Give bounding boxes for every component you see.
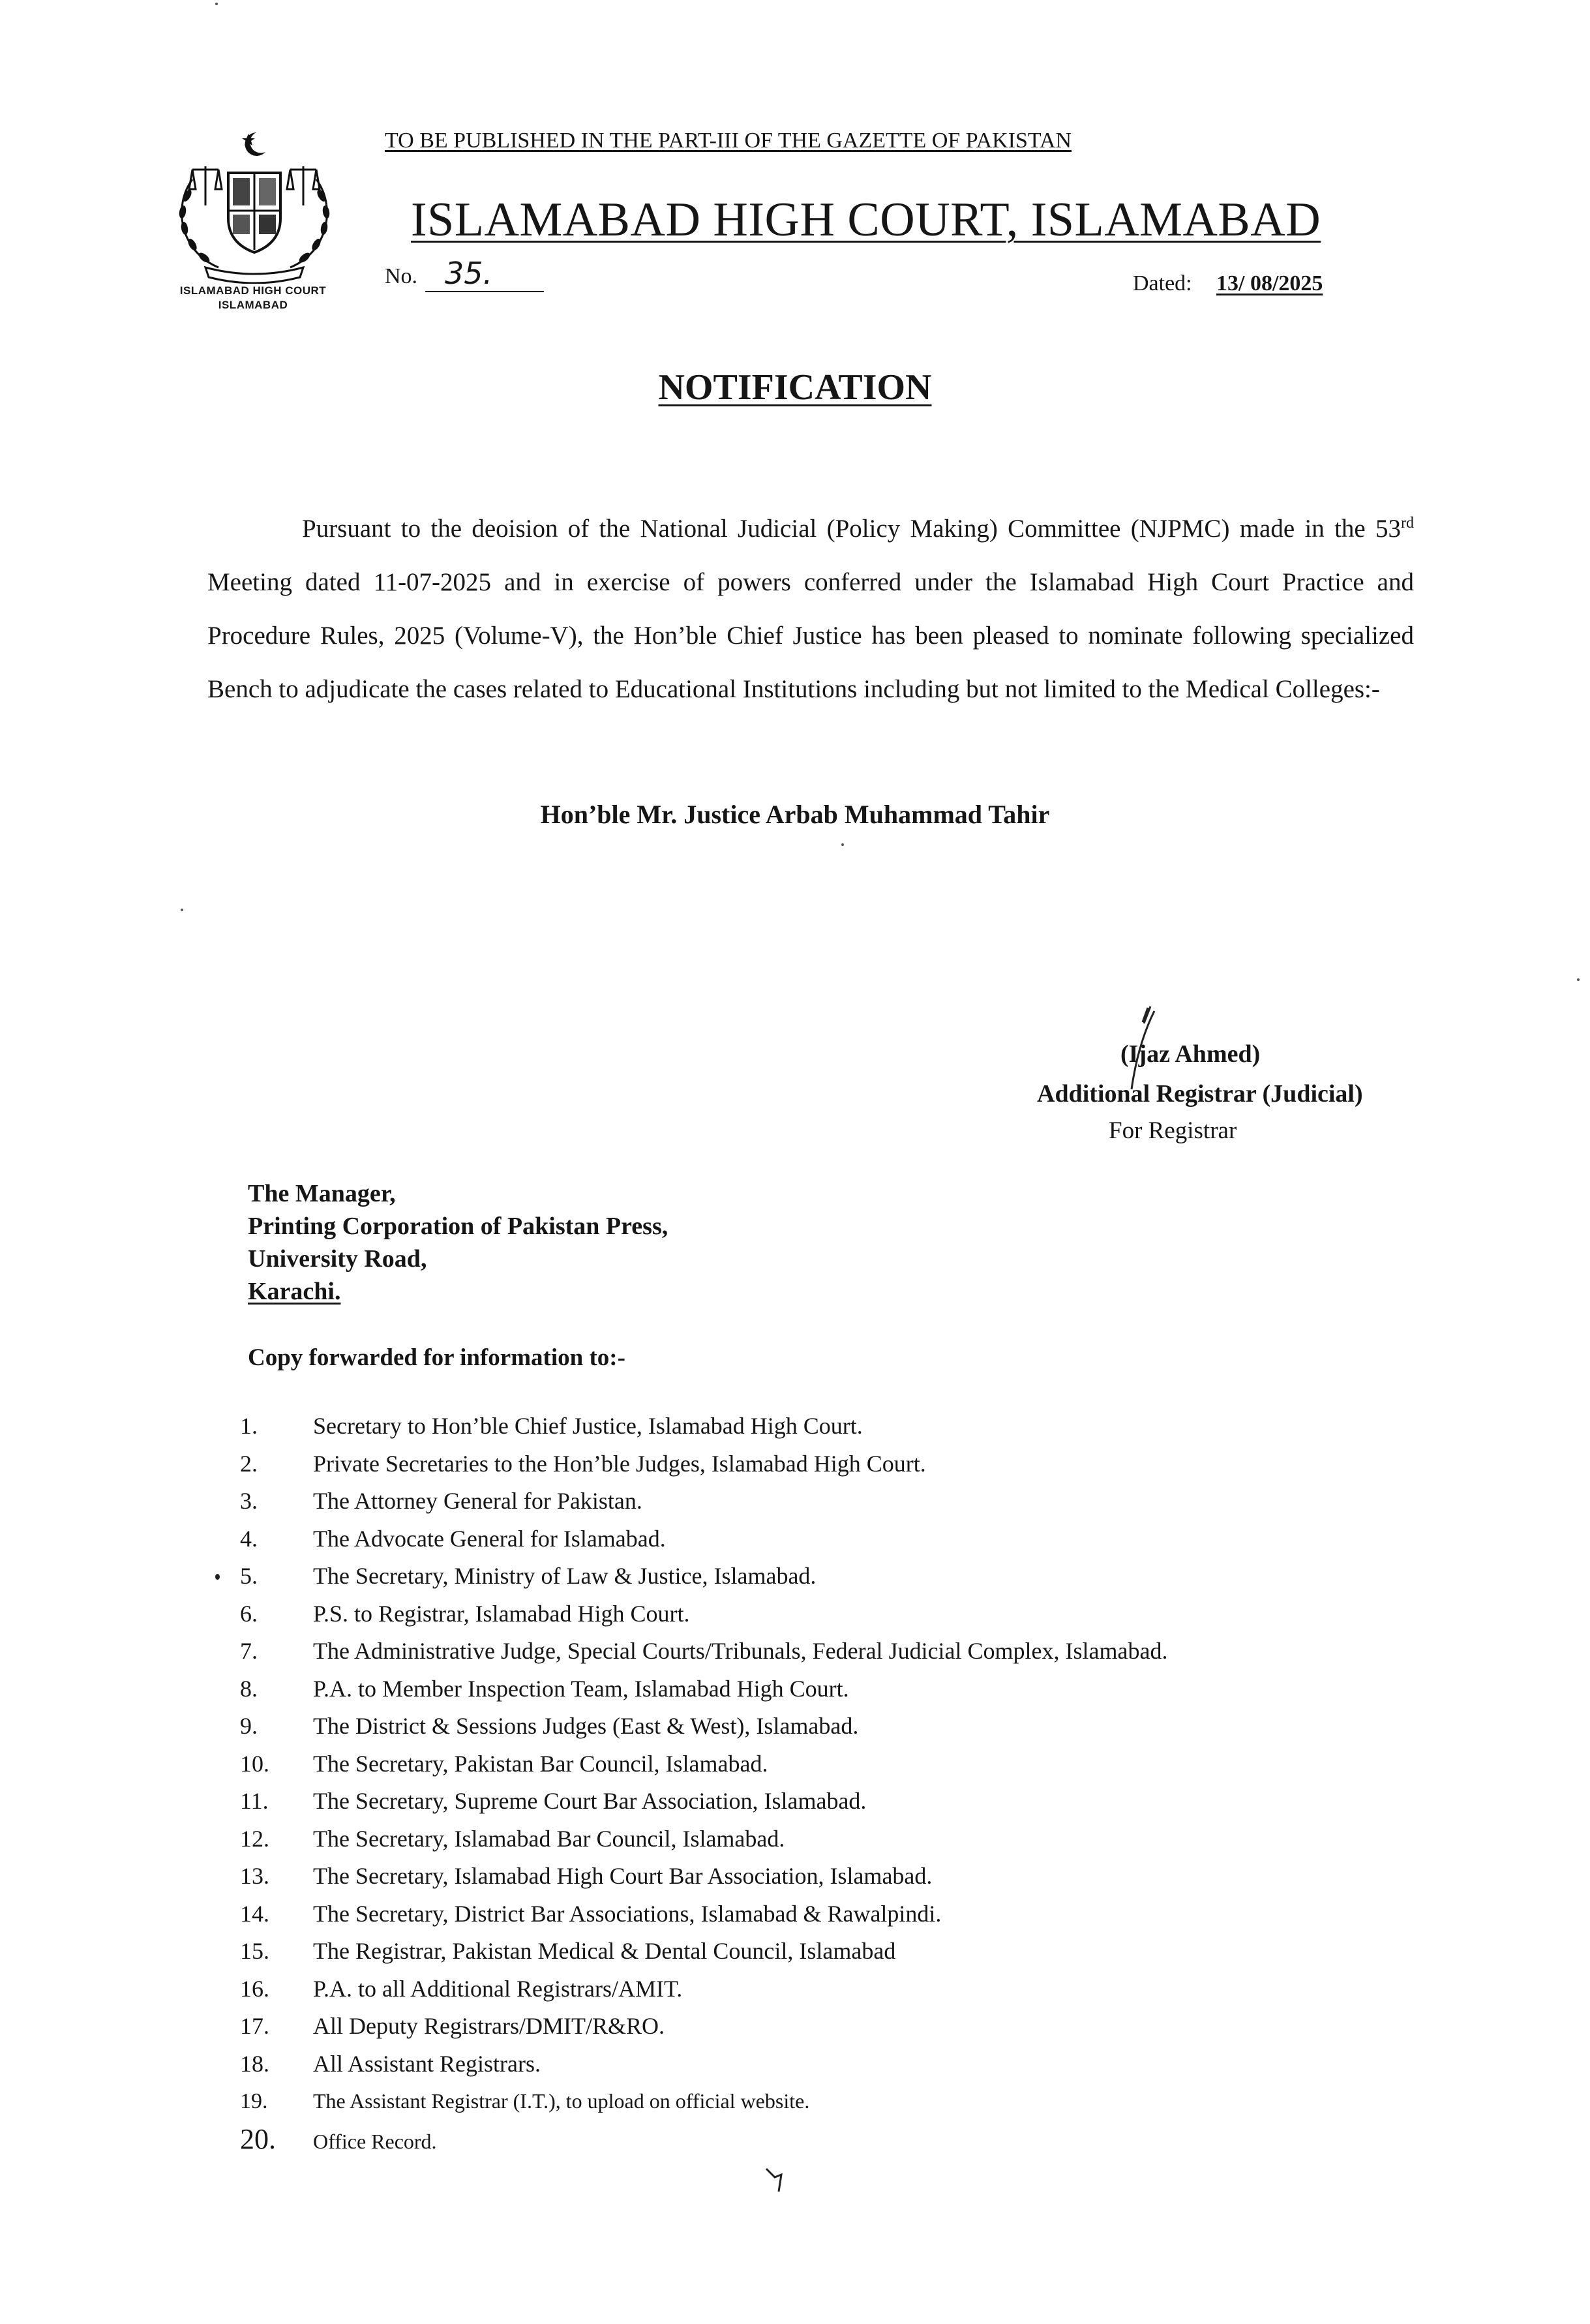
list-item-text: The Secretary, District Bar Associations, Islamabad & Rawalpindi. xyxy=(313,1900,942,1927)
list-item-number: 12. xyxy=(240,1825,269,1852)
court-title: ISLAMABAD HIGH COURT, ISLAMABAD xyxy=(411,193,1321,247)
list-item-text: The Secretary, Islamabad Bar Council, Islamabad. xyxy=(313,1825,785,1852)
list-item xyxy=(240,1745,1479,1783)
list-item-number: 18. xyxy=(240,2050,269,2077)
number-value: 35. xyxy=(425,256,544,292)
number-label: No. xyxy=(385,264,418,288)
list-item-text: The Secretary, Ministry of Law & Justice, Islamabad. xyxy=(313,1563,817,1589)
list-item-text: The Advocate General for Islamabad. xyxy=(313,1525,666,1552)
copy-forwarded-heading: Copy forwarded for information to:- xyxy=(248,1344,625,1371)
list-item-text: The Attorney General for Pakistan. xyxy=(313,1488,642,1514)
list-item-number: 8. xyxy=(240,1675,258,1702)
list-item xyxy=(240,1670,1479,1708)
list-item xyxy=(240,1783,1479,1820)
notification-body xyxy=(207,502,1414,716)
addressee-block xyxy=(248,1177,668,1308)
list-item-text: The Secretary, Pakistan Bar Council, Islamabad. xyxy=(313,1750,768,1777)
list-item xyxy=(240,1408,1479,1445)
body-text-part1: Pursuant to the deoision of the National Judicial (Policy Making) Committee (NJPMC) made in the 53 xyxy=(302,515,1401,543)
list-item-number: 10. xyxy=(240,1750,269,1777)
signatory-designation: Additional Registrar (Judicial) xyxy=(1037,1080,1363,1108)
list-item-text: The Secretary, Islamabad High Court Bar Association, Islamabad. xyxy=(313,1863,933,1889)
list-item-number: 13. xyxy=(240,1863,269,1889)
list-item-number: 17. xyxy=(240,2013,269,2039)
list-item xyxy=(240,1483,1479,1520)
list-item-text: The Administrative Judge, Special Courts/Tribunals, Federal Judicial Complex, Islamabad. xyxy=(313,1638,1168,1664)
body-ordinal-suffix: rd xyxy=(1401,515,1414,532)
list-item xyxy=(240,2008,1479,2045)
list-item xyxy=(240,1558,1479,1595)
signatory-for: For Registrar xyxy=(1109,1117,1237,1144)
scan-mark xyxy=(763,2166,789,2195)
list-item-text: All Assistant Registrars. xyxy=(313,2050,541,2077)
dated-value: 13/ 08/2025 xyxy=(1216,271,1323,295)
list-item-number: 1. xyxy=(240,1413,258,1439)
list-item-text: All Deputy Registrars/DMIT/R&RO. xyxy=(313,2013,665,2039)
addressee-city: Karachi. xyxy=(248,1278,341,1305)
list-item xyxy=(240,2045,1479,2083)
distribution-list xyxy=(240,1408,1479,2158)
emblem-caption xyxy=(155,284,351,312)
list-item-number: 9. xyxy=(240,1713,258,1739)
list-item-text: The Registrar, Pakistan Medical & Dental Council, Islamabad xyxy=(313,1938,896,1964)
list-item xyxy=(240,1633,1479,1670)
body-text-part2: Meeting dated 11-07-2025 and in exercise of powers conferred under the Islamabad High Court Practice and Procedure Rules, 2025 (Volume-V), the Hon’ble Chief Justice has been pleased to nominate following specialized Bench to adjudicate the cases related to Educational Institutions including but not limited to the Medical Colleges:- xyxy=(207,568,1414,703)
list-item-number: 20. xyxy=(240,2122,276,2155)
scan-speck xyxy=(841,843,844,846)
list-item-number: 19. xyxy=(240,2089,268,2113)
addressee-line: The Manager, xyxy=(248,1180,396,1207)
emblem-caption-line1: ISLAMABAD HIGH COURT xyxy=(179,284,327,297)
addressee-line: University Road, xyxy=(248,1245,427,1273)
list-item xyxy=(240,1970,1479,2008)
list-item xyxy=(240,1520,1479,1558)
list-item-number: 11. xyxy=(240,1788,269,1814)
list-item xyxy=(240,1858,1479,1895)
list-item-number: 2. xyxy=(240,1450,258,1477)
scan-speck xyxy=(215,3,218,5)
dated-label: Dated: xyxy=(1133,271,1192,295)
list-item-text: Secretary to Hon’ble Chief Justice, Islamabad High Court. xyxy=(313,1413,863,1439)
scan-speck xyxy=(215,1574,220,1580)
scan-speck xyxy=(181,909,183,911)
scan-speck xyxy=(1577,978,1580,981)
list-item-text: The Assistant Registrar (I.T.), to upload on official website. xyxy=(313,2089,810,2113)
list-item-number: 5. xyxy=(240,1563,258,1589)
list-item-number: 3. xyxy=(240,1488,258,1514)
list-item xyxy=(240,1895,1479,1933)
list-item-number: 4. xyxy=(240,1525,258,1552)
emblem-caption-line2: ISLAMABAD xyxy=(218,299,288,311)
court-emblem-icon xyxy=(166,127,342,284)
gazette-publication-line: TO BE PUBLISHED IN THE PART-III OF THE GAZETTE OF PAKISTAN xyxy=(385,128,1072,153)
list-item-text: P.A. to Member Inspection Team, Islamabad High Court. xyxy=(313,1675,849,1702)
list-item-number: 16. xyxy=(240,1975,269,2002)
list-item-text: Office Record. xyxy=(313,2129,437,2153)
list-item-number: 15. xyxy=(240,1938,269,1964)
list-item xyxy=(240,1445,1479,1483)
list-item-text: P.S. to Registrar, Islamabad High Court. xyxy=(313,1600,690,1627)
list-item-text: The Secretary, Supreme Court Bar Association, Islamabad. xyxy=(313,1788,867,1814)
list-item-text: Private Secretaries to the Hon’ble Judges, Islamabad High Court. xyxy=(313,1450,926,1477)
list-item xyxy=(240,1595,1479,1633)
list-item xyxy=(240,1933,1479,1970)
list-item-text: P.A. to all Additional Registrars/AMIT. xyxy=(313,1975,683,2002)
list-item-number: 7. xyxy=(240,1638,258,1664)
notification-heading: NOTIFICATION xyxy=(658,367,932,408)
list-item xyxy=(240,1820,1479,1858)
list-item-number: 14. xyxy=(240,1900,269,1927)
list-item-text: The District & Sessions Judges (East & West), Islamabad. xyxy=(313,1713,859,1739)
list-item xyxy=(240,1708,1479,1745)
list-item-number: 6. xyxy=(240,1600,258,1627)
addressee-line: Printing Corporation of Pakistan Press, xyxy=(248,1213,668,1240)
signatory-name: (Ijaz Ahmed) xyxy=(1120,1040,1261,1068)
list-item xyxy=(240,2120,1479,2158)
bench-judge-name: Hon’ble Mr. Justice Arbab Muhammad Tahir xyxy=(540,800,1050,829)
list-item xyxy=(240,2083,1479,2120)
